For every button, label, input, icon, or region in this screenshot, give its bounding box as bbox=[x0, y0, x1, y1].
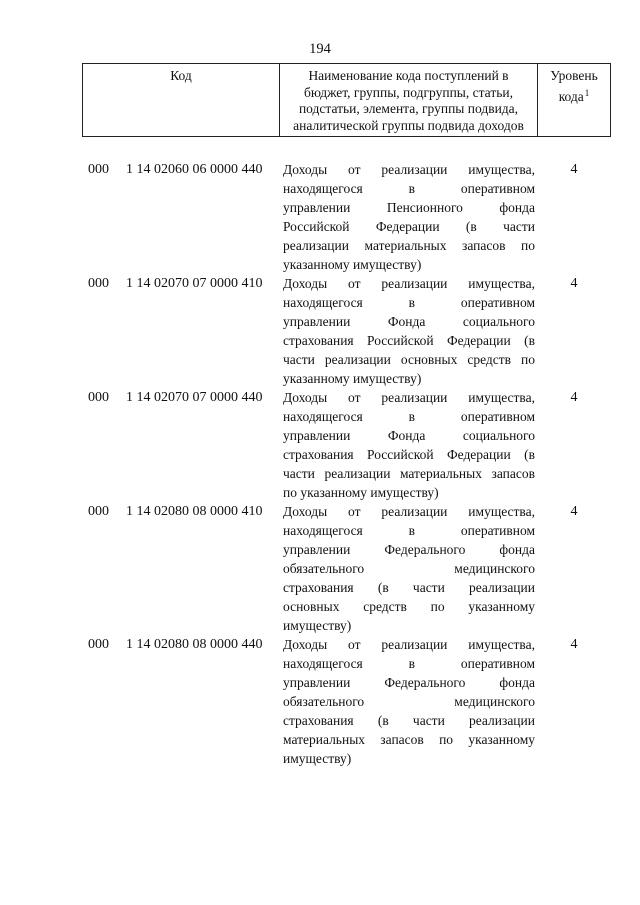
revenue-description bbox=[283, 635, 535, 768]
description-line: обязательного медицинского bbox=[283, 694, 535, 709]
revenue-code: 1 14 02070 07 0000 410 bbox=[126, 276, 263, 291]
description-line: Доходы от реализации имущества, bbox=[283, 390, 535, 405]
description-line: управлении Фонда социального bbox=[283, 428, 535, 443]
description-line: Доходы от реализации имущества, bbox=[283, 276, 535, 291]
table-row bbox=[0, 502, 640, 635]
code-level: 4 bbox=[570, 504, 578, 519]
admin-code: 000 bbox=[88, 637, 109, 652]
revenue-code: 1 14 02080 08 0000 410 bbox=[126, 504, 263, 519]
table-row bbox=[0, 635, 640, 768]
header-name-line: аналитической группы подвида доходов bbox=[293, 117, 524, 133]
description-line: обязательного медицинского bbox=[283, 561, 535, 576]
description-line: по указанному имуществу) bbox=[283, 485, 439, 500]
description-line: имуществу) bbox=[283, 618, 352, 633]
admin-code: 000 bbox=[88, 162, 109, 177]
description-line: страхования Российской Федерации (в bbox=[283, 333, 535, 348]
admin-code: 000 bbox=[88, 276, 109, 291]
header-level-line2 bbox=[538, 85, 610, 106]
description-line: страхования Российской Федерации (в bbox=[283, 447, 535, 462]
description-line: указанному имуществу) bbox=[283, 257, 422, 272]
table-header bbox=[82, 63, 611, 137]
description-line: находящегося в оперативном bbox=[283, 295, 535, 310]
description-line: Российской Федерации (в части bbox=[283, 219, 535, 234]
description-line: находящегося в оперативном bbox=[283, 656, 535, 671]
description-line: находящегося в оперативном bbox=[283, 523, 535, 538]
revenue-code: 1 14 02080 08 0000 440 bbox=[126, 637, 263, 652]
header-name-line: подстатьи, элемента, группы подвида, bbox=[298, 101, 519, 116]
description-line: страхования (в части реализации bbox=[283, 580, 535, 595]
description-line: управлении Пенсионного фонда bbox=[283, 200, 535, 215]
header-level-line1: Уровень bbox=[550, 68, 598, 83]
description-line: основных средств по указанному bbox=[283, 599, 535, 614]
table-row bbox=[0, 160, 640, 274]
description-line: находящегося в оперативном bbox=[283, 409, 535, 424]
revenue-description bbox=[283, 502, 535, 635]
table-body bbox=[0, 160, 640, 768]
table-row bbox=[0, 274, 640, 388]
code-level: 4 bbox=[570, 637, 578, 652]
description-line: находящегося в оперативном bbox=[283, 181, 535, 196]
description-line: страхования (в части реализации bbox=[283, 713, 535, 728]
code-level: 4 bbox=[570, 390, 578, 405]
code-level: 4 bbox=[570, 162, 578, 177]
description-line: указанному имуществу) bbox=[283, 371, 422, 386]
footnote-marker: 1 bbox=[584, 87, 590, 98]
description-line: управлении Федерального фонда bbox=[283, 675, 535, 690]
header-name-line: Наименование кода поступлений в bbox=[308, 68, 509, 83]
revenue-description bbox=[283, 274, 535, 388]
description-line: имуществу) bbox=[283, 751, 352, 766]
description-line: Доходы от реализации имущества, bbox=[283, 637, 535, 652]
header-level bbox=[538, 64, 610, 136]
description-line: Доходы от реализации имущества, bbox=[283, 162, 535, 177]
admin-code: 000 bbox=[88, 504, 109, 519]
header-name bbox=[280, 64, 538, 136]
revenue-code: 1 14 02070 07 0000 440 bbox=[126, 390, 263, 405]
code-level: 4 bbox=[570, 276, 578, 291]
page-number: 194 bbox=[309, 41, 331, 57]
table-row bbox=[0, 388, 640, 502]
description-line: части реализации основных средств по bbox=[283, 352, 535, 367]
admin-code: 000 bbox=[88, 390, 109, 405]
description-line: части реализации материальных запасов bbox=[283, 466, 535, 481]
header-code: Код bbox=[83, 64, 280, 136]
revenue-description bbox=[283, 388, 535, 502]
description-line: управлении Федерального фонда bbox=[283, 542, 535, 557]
description-line: материальных запасов по указанному bbox=[283, 732, 535, 747]
header-level-text: кода bbox=[558, 88, 584, 104]
revenue-code: 1 14 02060 06 0000 440 bbox=[126, 162, 263, 177]
description-line: управлении Фонда социального bbox=[283, 314, 535, 329]
description-line: Доходы от реализации имущества, bbox=[283, 504, 535, 519]
header-name-line: бюджет, группы, подгруппы, статьи, bbox=[304, 84, 513, 100]
description-line: реализации материальных запасов по bbox=[283, 238, 535, 253]
revenue-description bbox=[283, 160, 535, 274]
